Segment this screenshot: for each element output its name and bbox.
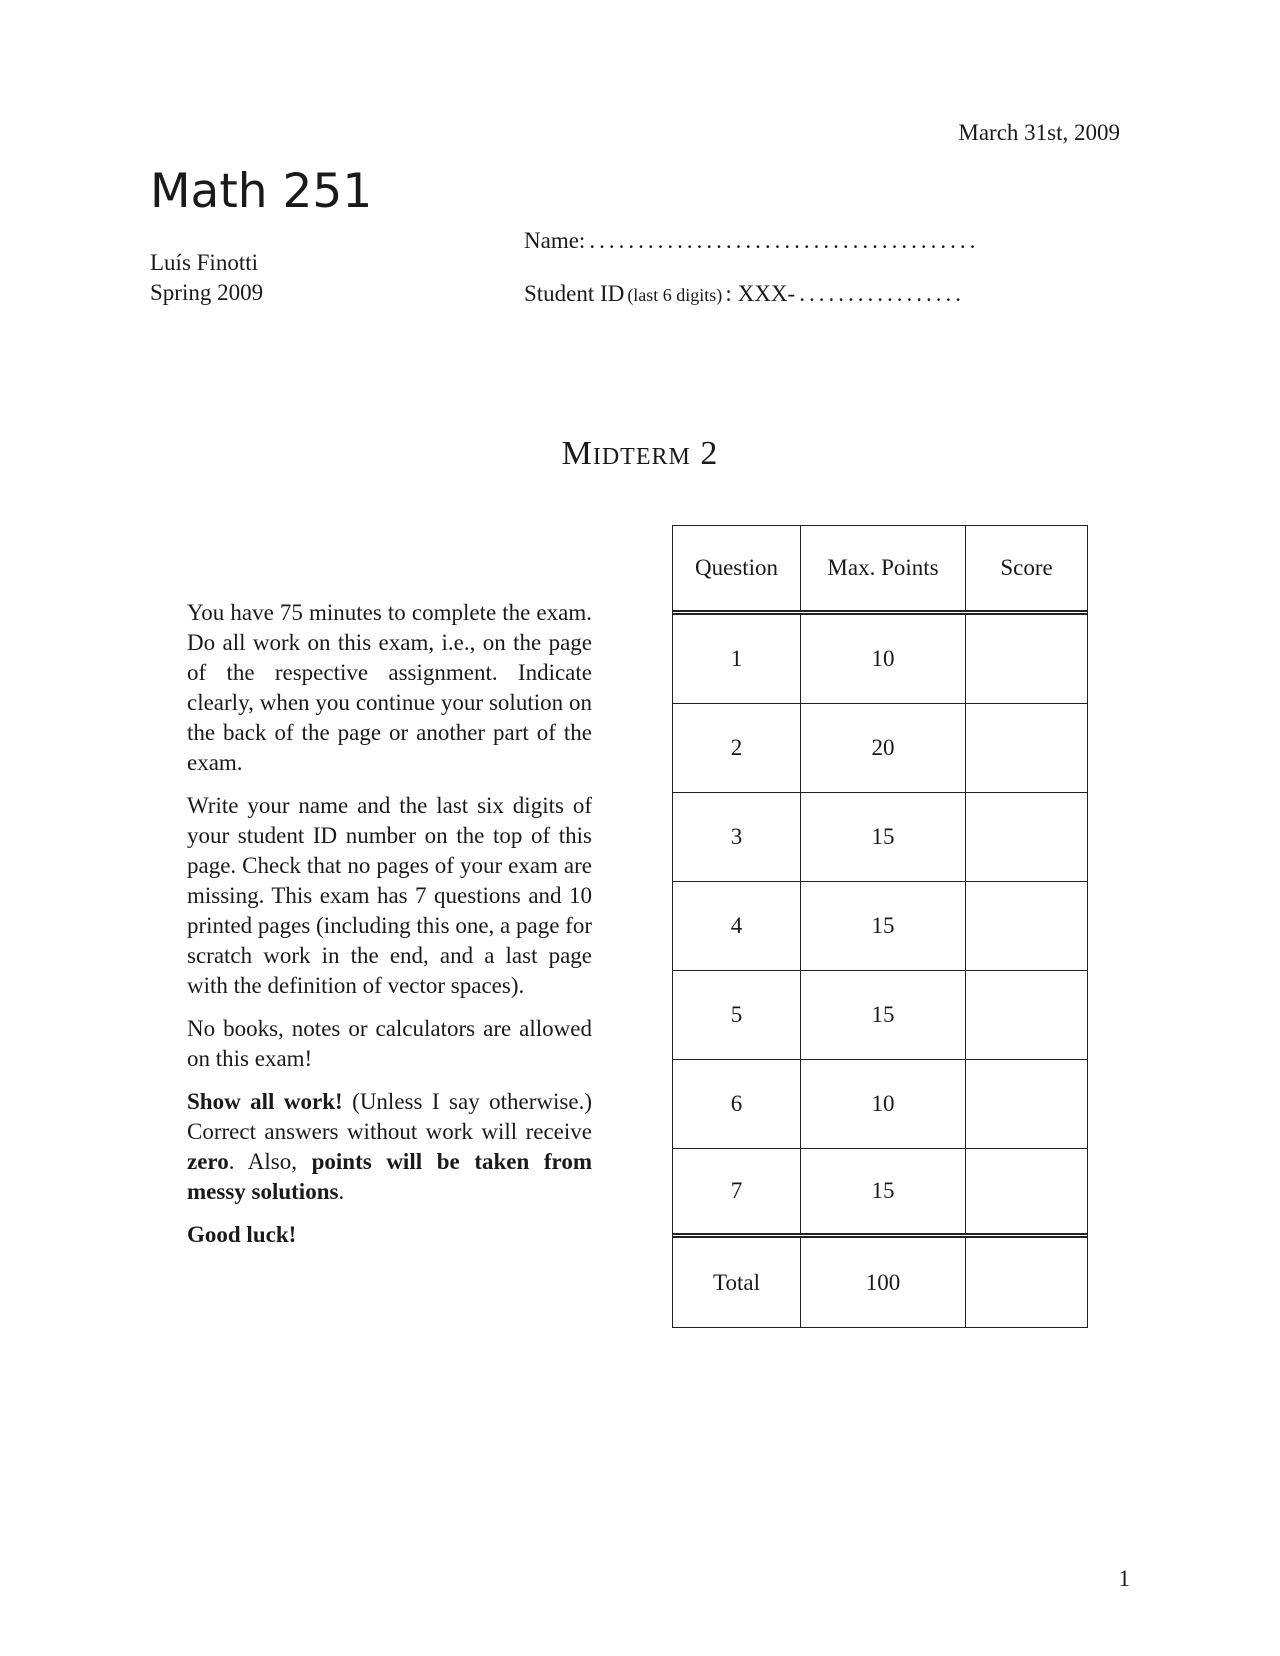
score-cell[interactable] [966,971,1087,1059]
score-cell[interactable] [966,793,1087,881]
student-id-dots[interactable]: ................. [799,281,965,306]
page-number: 1 [1118,1566,1130,1591]
messy-solutions-emphasis: points will be taken from messy solutions [187,1149,592,1204]
max-points: 15 [801,793,966,881]
table-row [673,882,1087,971]
question-number: 5 [673,971,801,1059]
semester: Spring 2009 [150,280,264,305]
student-id-prefix: XXX- [737,281,796,306]
table-header-row [673,526,1087,615]
score-table [672,525,1088,1328]
score-cell[interactable] [966,704,1087,792]
name-dots[interactable]: ........................................ [589,228,980,253]
instructor-name: Luís Finotti [150,250,258,275]
instructions-paragraph-2: Write your name and the last six digits of your student ID number on the top of this page. Check that no pages of your exam are missing. This exam has 7 questions and 10 printed pages (including this one, a page for scratch work in the end, and a last page with the definition of vector spaces). [187,793,592,998]
student-id-note: (last 6 digits) [627,285,723,305]
total-score-cell[interactable] [966,1238,1087,1327]
table-row [673,971,1087,1060]
header-score: Score [1000,555,1053,580]
instructions-paragraph-4 [187,1087,592,1207]
max-points: 20 [801,704,966,792]
table-row [673,615,1087,704]
name-field[interactable] [524,226,1044,256]
name-label: Name: [524,228,586,253]
student-id-label: Student ID [524,281,625,306]
instructions-paragraph-3: No books, notes or calculators are allowed on this exam! [187,1016,592,1071]
question-number: 4 [673,882,801,970]
table-total-row [673,1238,1087,1327]
student-id-colon: : [725,281,732,306]
question-number: 7 [673,1149,801,1233]
exam-date: March 31st, 2009 [958,120,1120,145]
student-id-field[interactable] [524,279,1044,310]
instructions-p4-text-3: . [338,1179,345,1204]
question-number: 3 [673,793,801,881]
total-max-points: 100 [801,1238,966,1327]
score-cell[interactable] [966,615,1087,703]
good-luck-text: Good luck! [187,1222,297,1247]
good-luck [187,1220,592,1250]
table-row [673,1060,1087,1149]
table-row [673,704,1087,793]
question-number: 1 [673,615,801,703]
score-cell[interactable] [966,1149,1087,1233]
table-row [673,1149,1087,1238]
exam-title: Midterm 2 [561,435,719,472]
course-title: Math 251 [150,164,373,219]
header-max-points: Max. Points [801,526,966,610]
question-number: 6 [673,1060,801,1148]
instructions-p4-text-2: . Also, [228,1149,312,1174]
header-question: Question [673,526,801,610]
max-points: 10 [801,615,966,703]
max-points: 15 [801,1149,966,1233]
max-points: 15 [801,971,966,1059]
max-points: 15 [801,882,966,970]
instructions-p4-text-1: (Unless I say otherwise.) Correct answers without work will receive [187,1089,592,1144]
instructions-paragraph-1: You have 75 minutes to complete the exam. Do all work on this exam, i.e., on the page of the respective assignment. Indicate clearly, when you continue your solution on the back of the page or another part of the exam. [187,600,592,775]
total-label: Total [673,1238,801,1327]
show-work-emphasis: Show all work! [187,1089,343,1114]
max-points: 10 [801,1060,966,1148]
score-cell[interactable] [966,882,1087,970]
score-cell[interactable] [966,1060,1087,1148]
zero-emphasis: zero [187,1149,229,1174]
question-number: 2 [673,704,801,792]
instructions [187,598,592,1263]
table-row [673,793,1087,882]
